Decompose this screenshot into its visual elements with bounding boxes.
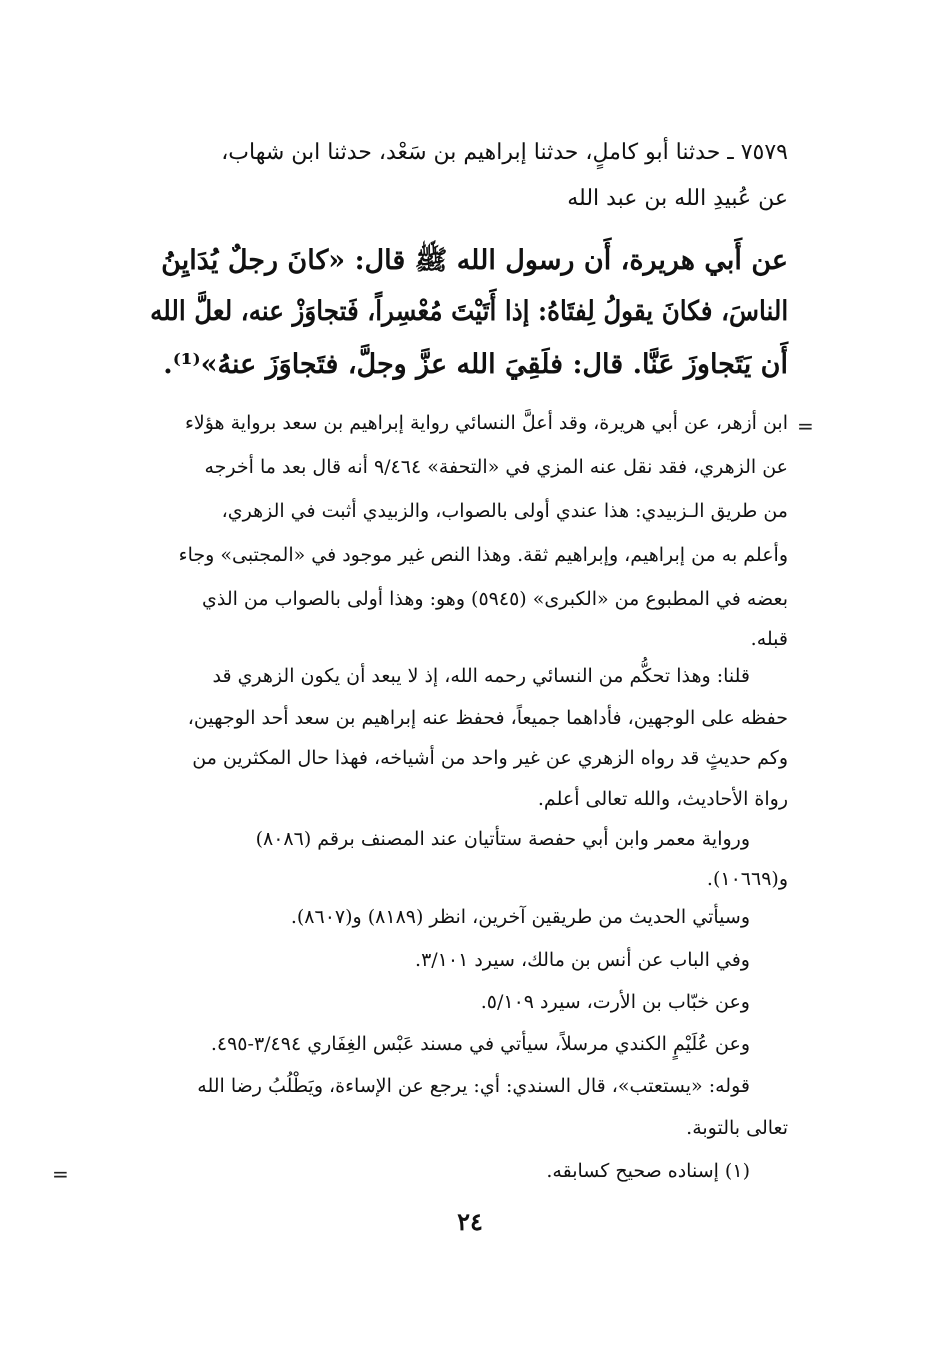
commentary-p4: وسيأتي الحديث من طريقين آخرين، انظر (٨١٨٩) و(٨٦٠٧). [290, 906, 750, 928]
hadith-matn-line-1: عن أَبي هريرة، أَن رسول الله ﷺ قال: «كانَ رجلٌ يُدَايِنُ [161, 245, 788, 276]
commentary-p8-line: تعالى بالتوبة. [686, 1117, 788, 1139]
hadith-matn-line-3: أَن يَتَجاوزَ عَنَّا. قال: فلَقِيَ الله عزَّ وجلَّ، فتَجاوَزَ عنهُ»⁽¹⁾. [163, 349, 788, 380]
commentary-p5: وفي الباب عن أنس بن مالك، سيرد ٣/١٠١. [415, 949, 750, 971]
commentary-p8-line: قوله: «يستعتب»، قال السندي: أي: يرجع عن الإساءة، ويَطْلُبُ رضا الله [197, 1075, 750, 1097]
hadith-matn-line-2: الناسَ، فكانَ يقولُ لِفتَاهُ: إذا أَتَيْتَ مُعْسِراً، فَتجاوَزْ عنه، لعلَّ الله [149, 296, 788, 327]
commentary-p2-line: قلنا: وهذا تحكُّم من النسائي رحمه الله، إذ لا يبعد أن يكون الزهري قد [212, 665, 750, 687]
commentary-p7: وعن عُلَيْمٍ الكندي مرسلاً، سيأتي في مسند عَبْس الغِفَاري ٣/٤٩٤-٤٩٥. [210, 1033, 750, 1055]
commentary-p1-line: من طريق الـزبيدي: هذا عندي أولى بالصواب، والزبيدي أثبت في الزهري، [221, 500, 788, 522]
commentary-p2-line: حفظه على الوجهين، فأداهما جميعاً، فحفظ عنه إبراهيم بن سعد أحد الوجهين، [187, 707, 788, 729]
commentary-p2-line: رواة الأحاديث، والله تعالى أعلم. [537, 788, 788, 810]
commentary-p1-line: بعضه في المطبوع من «الكبرى» (٥٩٤٥) وهو: وهذا أولى بالصواب من الذي [201, 588, 788, 610]
hadith-isnad-line-1: ٧٥٧٩ ـ حدثنا أبو كاملٍ، حدثنا إبراهيم بن سَعْد، حدثنا ابن شهاب، [221, 140, 788, 165]
commentary-p3-line: ورواية معمر وابن أبي حفصة ستأتيان عند المصنف برقم (٨٠٨٦) [255, 828, 750, 850]
footnote: (١) إسناده صحيح كسابقه. [546, 1160, 750, 1182]
continuation-mark: = [797, 414, 814, 438]
commentary-p1-line: ابن أزهر، عن أبي هريرة، وقد أعلَّ النسائي رواية إبراهيم بن سعد برواية هؤلاء [184, 412, 788, 434]
commentary-p1-line: وأعلم به من إبراهيم، وإبراهيم ثقة. وهذا النص غير موجود في «المجتبى» وجاء [178, 544, 788, 566]
hadith-isnad-line-2: عن عُبيدِ الله بن عبد الله [567, 186, 788, 211]
footnote-continuation-mark: = [52, 1162, 69, 1186]
commentary-p1-line: عن الزهري، فقد نقل عنه المزي في «التحفة» ٩/٤٦٤ أنه قال بعد ما أخرجه [204, 456, 788, 478]
commentary-p6: وعن خبّاب بن الأرت، سيرد ٥/١٠٩. [480, 991, 750, 1013]
commentary-p3-line: و(١٠٦٦٩). [706, 868, 788, 890]
commentary-p1-line: قبله. [750, 628, 788, 650]
page-number: ٢٤ [457, 1207, 483, 1236]
commentary-p2-line: وكم حديثٍ قد رواه الزهري عن غير واحد من أشياخه، فهذا حال المكثرين من [192, 747, 788, 769]
